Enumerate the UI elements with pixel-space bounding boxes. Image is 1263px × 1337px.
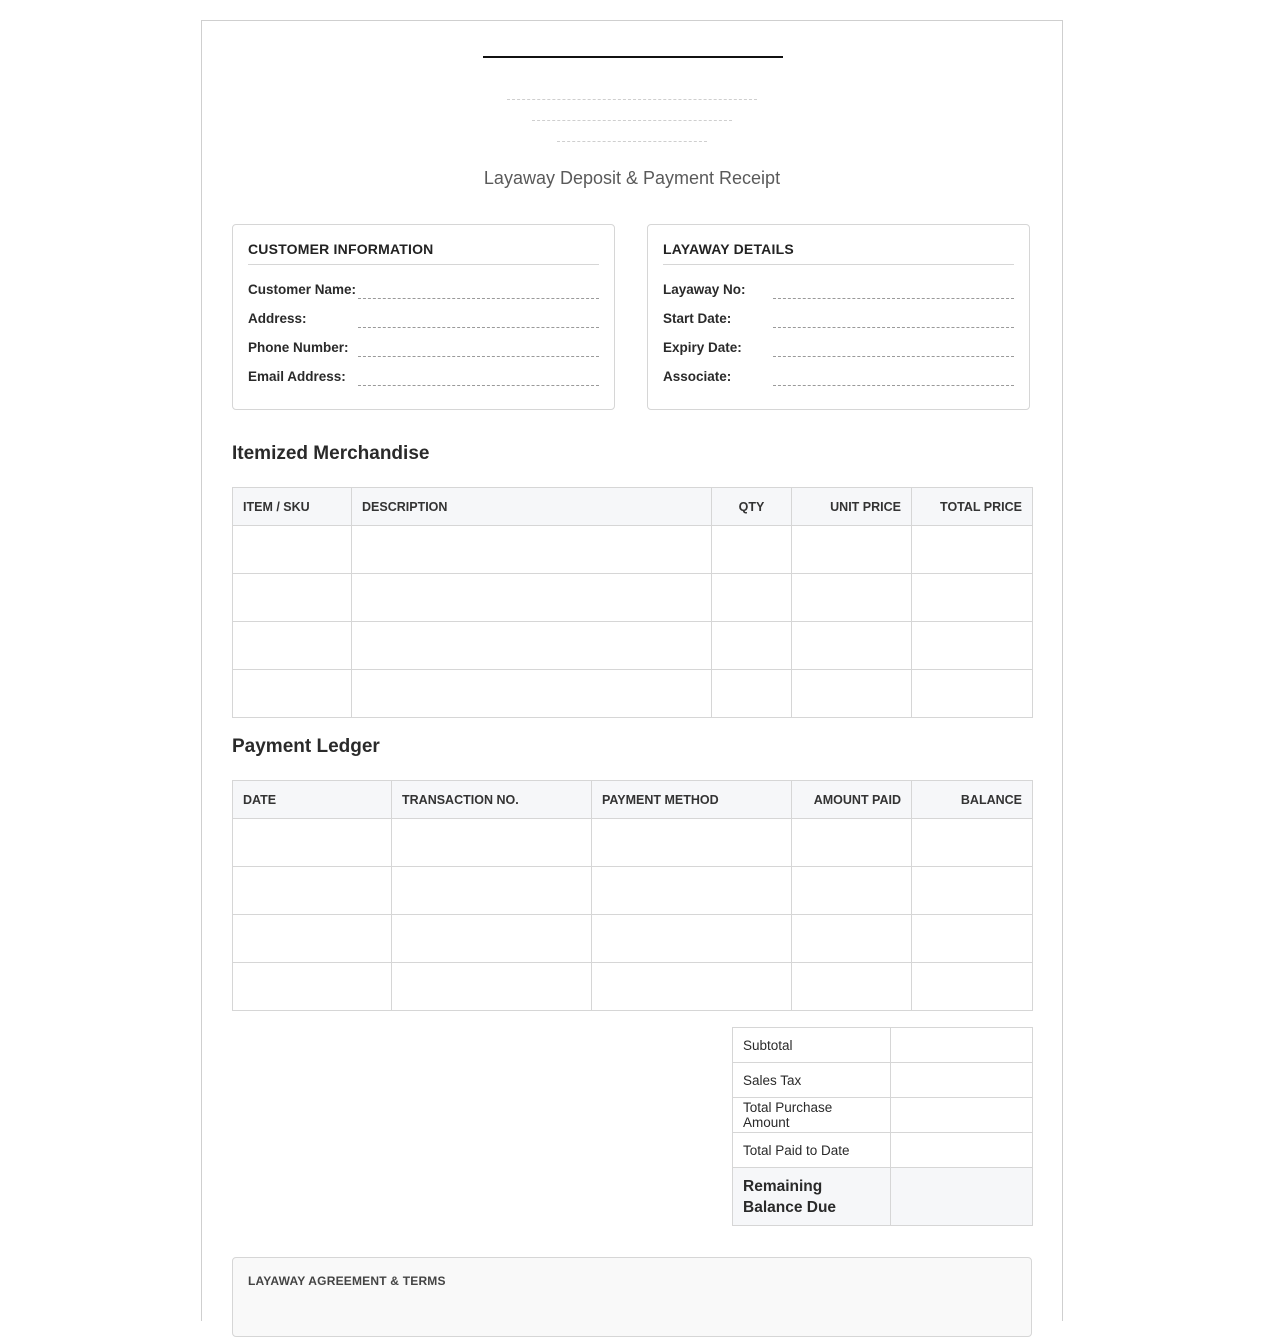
total-purchase-row <box>733 1098 1033 1133</box>
table-cell[interactable] <box>352 574 712 622</box>
merchandise-title: Itemized Merchandise <box>232 443 430 464</box>
table-cell[interactable] <box>592 963 792 1011</box>
total-paid-value[interactable] <box>891 1133 1033 1168</box>
col-unit-price: UNIT PRICE <box>792 488 912 526</box>
col-balance: BALANCE <box>912 781 1033 819</box>
phone-field[interactable] <box>358 356 599 357</box>
start-date-field[interactable] <box>773 327 1014 328</box>
expiry-date-field[interactable] <box>773 356 1014 357</box>
merchandise-table <box>232 487 1033 718</box>
table-cell[interactable] <box>352 622 712 670</box>
email-field[interactable] <box>358 385 599 386</box>
document-subtitle: Layaway Deposit & Payment Receipt <box>483 168 781 188</box>
table-cell[interactable] <box>712 622 792 670</box>
table-cell[interactable] <box>233 622 352 670</box>
table-row <box>233 622 1033 670</box>
table-cell[interactable] <box>912 670 1033 718</box>
remaining-balance-row <box>733 1168 1033 1226</box>
table-cell[interactable] <box>792 622 912 670</box>
customer-info-box <box>232 224 615 410</box>
totals-table <box>732 1027 1033 1226</box>
total-purchase-label: Total Purchase Amount <box>733 1098 891 1133</box>
col-description: DESCRIPTION <box>352 488 712 526</box>
table-row <box>233 915 1033 963</box>
table-cell[interactable] <box>392 915 592 963</box>
table-cell[interactable] <box>912 963 1033 1011</box>
layaway-no-label: Layaway No: <box>663 282 746 297</box>
table-cell[interactable] <box>233 867 392 915</box>
table-cell[interactable] <box>233 670 352 718</box>
table-cell[interactable] <box>352 670 712 718</box>
table-cell[interactable] <box>233 915 392 963</box>
col-payment-method: PAYMENT METHOD <box>592 781 792 819</box>
table-row <box>233 819 1033 867</box>
table-cell[interactable] <box>352 526 712 574</box>
table-cell[interactable] <box>792 867 912 915</box>
address-line-1 <box>507 99 757 100</box>
table-cell[interactable] <box>792 574 912 622</box>
receipt-page <box>201 20 1063 1321</box>
terms-title: LAYAWAY AGREEMENT & TERMS <box>248 1274 446 1288</box>
table-cell[interactable] <box>792 915 912 963</box>
table-cell[interactable] <box>912 915 1033 963</box>
table-row <box>233 963 1033 1011</box>
table-row <box>233 526 1033 574</box>
table-cell[interactable] <box>592 915 792 963</box>
table-cell[interactable] <box>712 670 792 718</box>
subtotal-value[interactable] <box>891 1028 1033 1063</box>
table-cell[interactable] <box>392 963 592 1011</box>
email-label: Email Address: <box>248 369 346 384</box>
table-cell[interactable] <box>792 526 912 574</box>
divider <box>663 264 1014 265</box>
total-paid-label: Total Paid to Date <box>733 1133 891 1168</box>
col-item-sku: ITEM / SKU <box>233 488 352 526</box>
col-amount-paid: AMOUNT PAID <box>792 781 912 819</box>
ledger-title: Payment Ledger <box>232 736 380 757</box>
sales-tax-label: Sales Tax <box>733 1063 891 1098</box>
table-cell[interactable] <box>233 963 392 1011</box>
table-cell[interactable] <box>712 574 792 622</box>
table-cell[interactable] <box>233 526 352 574</box>
layaway-details-title: LAYAWAY DETAILS <box>663 241 794 257</box>
table-cell[interactable] <box>592 819 792 867</box>
table-cell[interactable] <box>233 574 352 622</box>
sales-tax-value[interactable] <box>891 1063 1033 1098</box>
business-name-line <box>483 56 783 58</box>
remaining-balance-label: Remaining Balance Due <box>733 1168 891 1226</box>
col-total-price: TOTAL PRICE <box>912 488 1033 526</box>
total-paid-row <box>733 1133 1033 1168</box>
table-cell[interactable] <box>392 819 592 867</box>
table-cell[interactable] <box>592 867 792 915</box>
layaway-details-box <box>647 224 1030 410</box>
expiry-date-label: Expiry Date: <box>663 340 742 355</box>
divider <box>248 264 599 265</box>
table-cell[interactable] <box>912 526 1033 574</box>
table-row <box>233 670 1033 718</box>
phone-label: Phone Number: <box>248 340 349 355</box>
table-cell[interactable] <box>912 574 1033 622</box>
address-label: Address: <box>248 311 307 326</box>
customer-name-label: Customer Name: <box>248 282 357 297</box>
table-header-row <box>233 488 1033 526</box>
ledger-table <box>232 780 1033 1011</box>
associate-label: Associate: <box>663 369 732 384</box>
address-field[interactable] <box>358 327 599 328</box>
start-date-label: Start Date: <box>663 311 732 326</box>
associate-field[interactable] <box>773 385 1014 386</box>
col-transaction-no: TRANSACTION NO. <box>392 781 592 819</box>
total-purchase-value[interactable] <box>891 1098 1033 1133</box>
subtotal-row <box>733 1028 1033 1063</box>
col-qty: QTY <box>712 488 792 526</box>
customer-info-title: CUSTOMER INFORMATION <box>248 241 434 257</box>
table-row <box>233 574 1033 622</box>
table-cell[interactable] <box>392 867 592 915</box>
col-date: DATE <box>233 781 392 819</box>
subtotal-label: Subtotal <box>733 1028 891 1063</box>
table-cell[interactable] <box>792 819 912 867</box>
address-line-2 <box>532 120 732 121</box>
address-line-3 <box>557 141 707 142</box>
terms-box <box>232 1257 1032 1337</box>
table-row <box>233 867 1033 915</box>
table-cell[interactable] <box>712 526 792 574</box>
remaining-balance-value[interactable] <box>891 1168 1033 1226</box>
table-cell[interactable] <box>912 867 1033 915</box>
table-cell[interactable] <box>233 819 392 867</box>
table-cell[interactable] <box>792 963 912 1011</box>
sales-tax-row <box>733 1063 1033 1098</box>
layaway-no-field[interactable] <box>773 298 1014 299</box>
table-cell[interactable] <box>912 622 1033 670</box>
customer-name-field[interactable] <box>358 298 599 299</box>
table-cell[interactable] <box>792 670 912 718</box>
table-header-row <box>233 781 1033 819</box>
table-cell[interactable] <box>912 819 1033 867</box>
